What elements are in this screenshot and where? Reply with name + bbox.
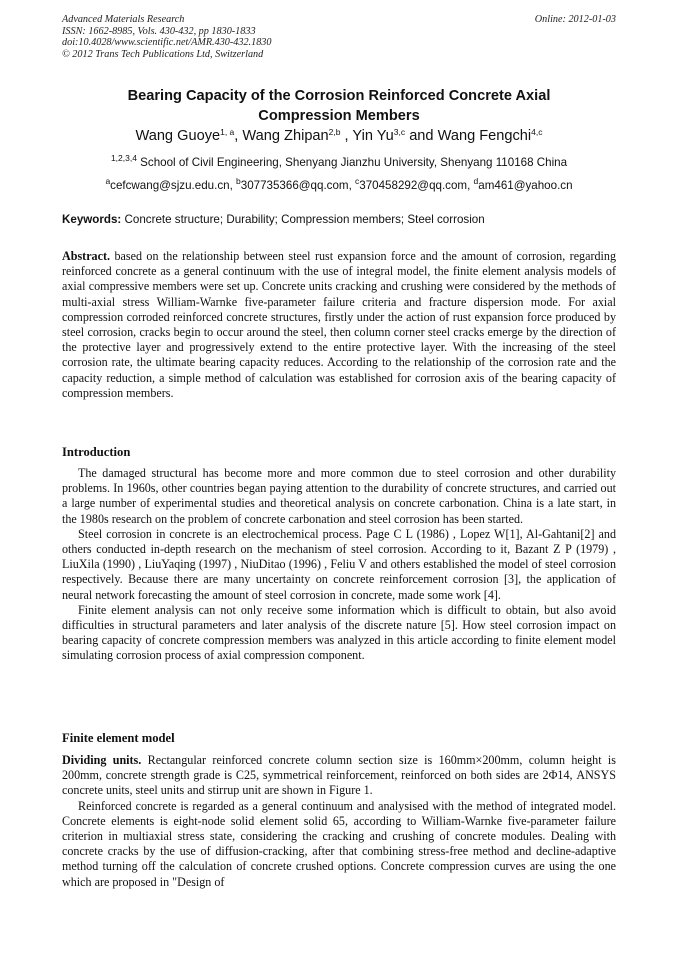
journal-header: [62, 14, 616, 60]
author-list: [62, 127, 616, 145]
paragraph: Finite element analysis can not only receive some information which is difficult to obtain, but also avoid difficulties in structural parameters and later analysis of the discrete nature [5]. How steel corrosion impact on bearing capacity of concrete compression members was analyzed in this article according to finite element model simulating corrosion process of axial compression component.: [62, 602, 616, 663]
abstract: [62, 249, 616, 401]
online-date: Online: 2012-01-03: [534, 14, 616, 25]
author-name: Wang Guoye: [135, 128, 221, 144]
fem-heading: Finite element model: [62, 731, 175, 745]
keywords-label: Keywords:: [62, 213, 122, 226]
doi-line: doi:10.4028/www.scientific.net/AMR.430-432.1830: [62, 37, 272, 48]
keywords-text: Concrete structure; Durability; Compression members; Steel corrosion: [124, 213, 485, 226]
email-address[interactable]: am461@yahoo.cn: [478, 179, 573, 192]
author-superscript: 2,b: [328, 127, 341, 137]
author-separator: and: [405, 128, 438, 144]
author-name: Wang Fengchi: [437, 128, 532, 144]
journal-name: Advanced Materials Research: [62, 14, 185, 25]
title-line-2: Compression Members: [258, 108, 420, 124]
paragraph: Reinforced concrete is regarded as a general continuum and analysised with the method of integrated model. Concrete elements is eight-node solid element solid 65, according to William-Warnke five-parameter failure criterion in multiaxial stress state, considering the cracking and crushing of concrete modules. Dealing with concrete cracks by the use of diffusion-cracking, after that combining stress-free method and decline-adaptive method turning off the calculation of concrete crushed options. Concrete compression curves are using the one which are proposed in "Design of: [62, 798, 616, 889]
affiliation-text: School of Civil Engineering, Shenyang Jianzhu University, Shenyang 110168 China: [140, 156, 568, 169]
author-emails: [62, 178, 616, 193]
paragraph: The damaged structural has become more and more common due to steel corrosion and other durability problems. In 1960s, other countries began paying attention to the durability of concrete structures, and carried out a large number of experimental studies and theoretical analysis on concrete carbonation. China is a late start, in the 1980s research on the problem of concrete carbonation and steel corrosion has been started.: [62, 466, 616, 526]
author-superscript: 1, a: [220, 127, 235, 137]
author-superscript: 3,c: [393, 127, 406, 137]
paragraph: Rectangular reinforced concrete column section size is 160mm×200mm, column height is 200mm, concrete strength grade is C25, symmetrical reinforcement, reinforced on both sides are 2Φ14, ANSYS concrete units, steel units and stirrup unit are shown in Figure 1.: [62, 753, 616, 798]
email-superscript: b: [236, 176, 241, 186]
title-line-1: Bearing Capacity of the Corrosion Reinforced Concrete Axial: [127, 88, 551, 104]
author-name: Wang Zhipan: [242, 128, 329, 144]
abstract-label: Abstract.: [62, 249, 111, 263]
author-separator: ,: [234, 128, 243, 144]
email-address[interactable]: 307735366@qq.com,: [240, 179, 356, 192]
email-address[interactable]: 370458292@qq.com,: [359, 179, 474, 192]
copyright-line: © 2012 Trans Tech Publications Ltd, Switzerland: [62, 48, 264, 60]
issn-line: ISSN: 1662-8985, Vols. 430-432, pp 1830-1833: [62, 25, 256, 37]
abstract-text: based on the relationship between steel rust expansion force and the amount of corrosion, regarding reinforced concrete as a general continuum with the use of integral model, the finite element analysis models of axial compressive members were set up. Concrete units cracking and crushing were considered by the methods of multi-axial stress William-Warnke five-parameter failure criteria and fracture dispersion mode. For axial compression corroded reinforced concrete structures, firstly under the action of rust expansion force produced by steel corrosion, cracks begin to occur around the steel, then column corner steel cracks emerge by the direction of the protective layer and progressively extend to the entire protective layer. With the increasing of the steel corrosion rate, the ultimate bearing capacity reduces. According to the relationship of the corrosion rate and the capacity reduction, a simple method of calculation was established for corrosion axis of the bearing capacity of compression members.: [62, 249, 617, 400]
email-address[interactable]: cefcwang@sjzu.edu.cn,: [110, 179, 237, 192]
paragraph: Steel corrosion in concrete is an electrochemical process. Page C L (1986) , Lopez W[1], Al-Gahtani[2] and others conducted in-depth research on the mechanism of steel corrosion. According to it, Bazant Z P (1979) , LiuXila (1990) , LiuYaqing (1997) , NiuDitao (1996) , Feliu V and others established the model of steel corrosion respectively. Because there are many uncertainty on concrete reinforcement corrosion [3], the application of neural network forecasting the amount of steel corrosion in concrete, made some work [4].: [62, 526, 616, 602]
affiliation-superscript: 1,2,3,4: [110, 153, 137, 163]
email-superscript: c: [355, 176, 360, 186]
dividing-units-label: Dividing units.: [62, 753, 142, 767]
introduction-heading: Introduction: [62, 445, 131, 459]
introduction-section: [62, 466, 616, 664]
author-separator: ,: [340, 128, 353, 144]
paper-title: [62, 86, 616, 126]
email-superscript: a: [105, 176, 111, 186]
affiliation: [62, 155, 616, 170]
fem-section: [62, 753, 616, 890]
author-name: Yin Yu: [352, 128, 394, 144]
email-superscript: d: [473, 176, 479, 186]
author-superscript: 4,c: [531, 127, 543, 137]
keywords: [62, 212, 616, 227]
